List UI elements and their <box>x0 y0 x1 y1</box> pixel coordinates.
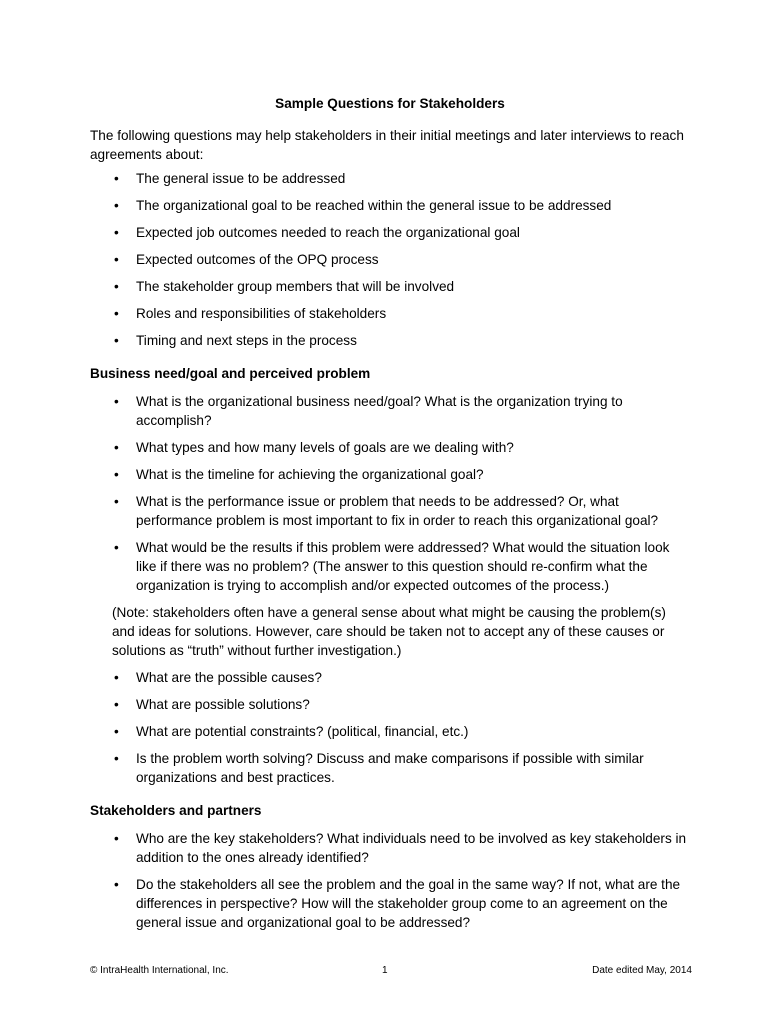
bullet-icon: • <box>114 831 119 846</box>
list-item: • What is the timeline for achieving the organizational goal? <box>114 467 484 482</box>
section-heading-stakeholders: Stakeholders and partners <box>90 803 262 818</box>
section-heading-business-need: Business need/goal and perceived problem <box>90 366 371 381</box>
bullet-icon: • <box>114 724 119 739</box>
list-item: • Roles and responsibilities of stakeholders <box>114 306 387 321</box>
causes-bullet-list <box>90 668 690 787</box>
list-item: • Do the stakeholders all see the problem and the goal in the same way? If not, what are the differences in perspective? How will the stakeholder group come to an agreement on the general issue and organizational goal to be addressed? <box>114 877 681 930</box>
bullet-icon: • <box>114 467 119 482</box>
business-need-bullet-list <box>90 392 690 595</box>
stakeholders-bullet-list <box>90 829 690 932</box>
list-item: • What types and how many levels of goals are we dealing with? <box>114 440 514 455</box>
intro-paragraph: The following questions may help stakeholders in their initial meetings and later interviews to reach agreements about: <box>90 128 684 162</box>
document-page <box>90 94 690 940</box>
footer-page-number: 1 <box>382 965 388 976</box>
footer-date-edited: Date edited May, 2014 <box>592 965 692 976</box>
bullet-icon: • <box>114 877 119 892</box>
intro-bullet-list <box>90 169 690 350</box>
bullet-icon: • <box>114 540 119 555</box>
footer-copyright: © IntraHealth International, Inc. <box>90 965 229 976</box>
bullet-icon: • <box>114 440 119 455</box>
bullet-icon: • <box>114 751 119 766</box>
list-item: • Is the problem worth solving? Discuss and make comparisons if possible with similar organizations and best practices. <box>114 751 644 785</box>
list-item: • What are potential constraints? (political, financial, etc.) <box>114 724 469 739</box>
bullet-icon: • <box>114 279 119 294</box>
page-title: Sample Questions for Stakeholders <box>275 96 505 111</box>
bullet-icon: • <box>114 198 119 213</box>
note-paragraph: (Note: stakeholders often have a general sense about what might be causing the problem(s) and ideas for solutions. However, care should be taken not to accept any of these causes or solutions as “truth” without further investigation.) <box>112 605 666 658</box>
bullet-icon: • <box>114 697 119 712</box>
list-item: • What are the possible causes? <box>114 670 322 685</box>
list-item: • Timing and next steps in the process <box>114 333 357 348</box>
list-item: • What would be the results if this problem were addressed? What would the situation look like if there was no problem? (The answer to this question should re-confirm what the organization is trying to accomplish and/or expected outcomes of the process.) <box>114 540 670 593</box>
list-item: • Who are the key stakeholders? What individuals need to be involved as key stakeholders in addition to the ones already identified? <box>114 831 687 865</box>
list-item: • The organizational goal to be reached within the general issue to be addressed <box>114 198 612 213</box>
bullet-icon: • <box>114 333 119 348</box>
list-item: • What are possible solutions? <box>114 697 310 712</box>
bullet-icon: • <box>114 225 119 240</box>
bullet-icon: • <box>114 171 119 186</box>
bullet-icon: • <box>114 670 119 685</box>
list-item: • What is the organizational business need/goal? What is the organization trying to accomplish? <box>114 394 623 428</box>
bullet-icon: • <box>114 306 119 321</box>
list-item: • Expected outcomes of the OPQ process <box>114 252 379 267</box>
bullet-icon: • <box>114 494 119 509</box>
list-item: • The stakeholder group members that will be involved <box>114 279 455 294</box>
bullet-icon: • <box>114 252 119 267</box>
list-item: • What is the performance issue or problem that needs to be addressed? Or, what performance problem is most important to fix in order to reach this organizational goal? <box>114 494 659 528</box>
bullet-icon: • <box>114 394 119 409</box>
list-item: • Expected job outcomes needed to reach the organizational goal <box>114 225 520 240</box>
list-item: • The general issue to be addressed <box>114 171 346 186</box>
